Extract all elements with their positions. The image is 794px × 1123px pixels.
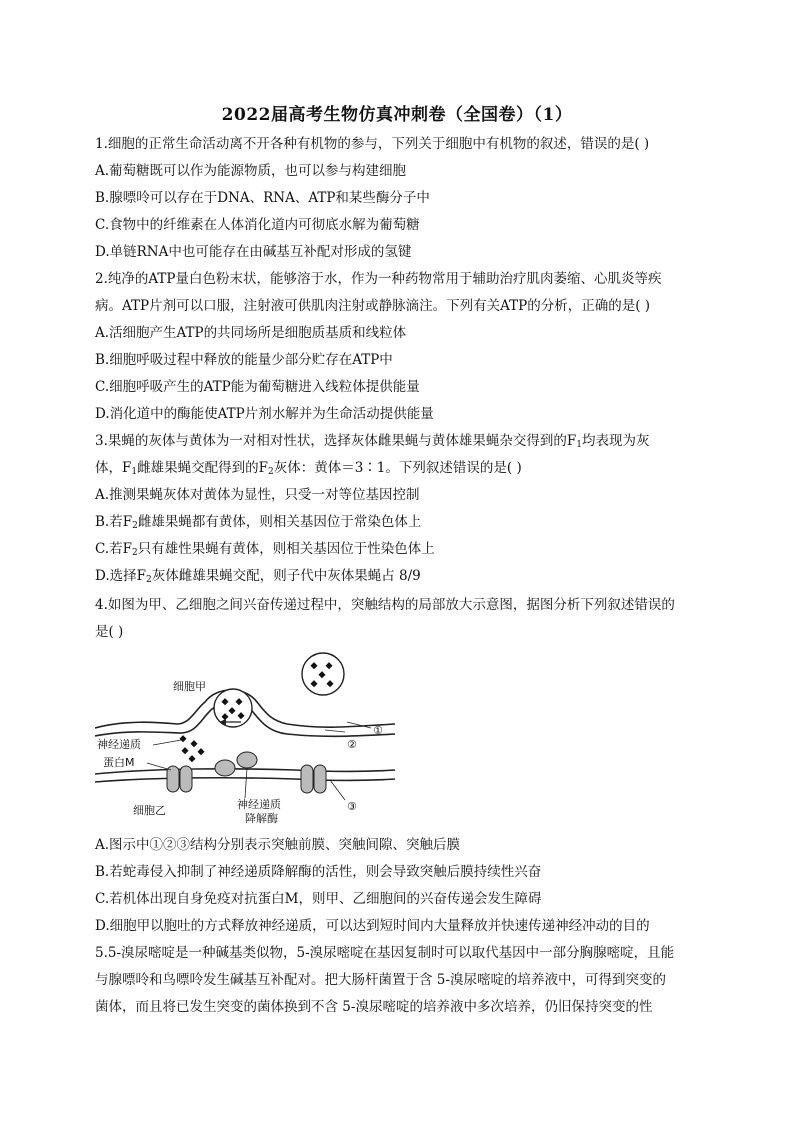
q3-stem-line2: 体，$F_1$雌雄果蝇交配得到的$F_2$灰体：黄体＝3∶1。下列叙述错误的是( ) <box>95 460 522 477</box>
q4-stem-line2: 是( ) <box>95 624 124 640</box>
q1-option-d: D.单链RNA中也可能存在由碱基互补配对形成的氢键 <box>95 244 412 260</box>
degrading-enzyme-b <box>237 752 257 768</box>
q2-option-c: C.细胞呼吸产生的ATP能为葡萄糖进入线粒体提供能量 <box>95 379 420 395</box>
leader-2 <box>325 730 345 732</box>
label-enzyme-line2: 降解酶 <box>245 812 278 825</box>
q2-option-a: A.活细胞产生ATP的共同场所是细胞质基质和线粒体 <box>95 325 407 341</box>
degrading-enzyme-a <box>215 760 235 776</box>
leader-enzyme <box>245 768 247 798</box>
q2-option-b: B.细胞呼吸过程中释放的能量少部分贮存在ATP中 <box>95 352 393 368</box>
q4-stem-line1: 4.如图为甲、乙细胞之间兴奋传递过程中，突触结构的局部放大示意图，据图分析下列叙述错误的 <box>95 597 675 613</box>
q2-stem-line2: 病。ATP片剂可以口服，注射液可供肌肉注射或静脉滴注。下列有关ATP的分析，正确的是( ) <box>95 298 651 314</box>
synapse-diagram <box>95 650 395 830</box>
protein-m-left <box>167 766 179 792</box>
label-protein-m: 蛋白M <box>103 756 135 769</box>
label-enzyme-line1: 神经递质 <box>237 798 281 811</box>
q4-option-b: B.若蛇毒侵入抑制了神经递质降解酶的活性，则会导致突触后膜持续性兴奋 <box>95 864 542 880</box>
receptor-right-a <box>301 765 313 793</box>
q4-option-d: D.细胞甲以胞吐的方式释放神经递质，可以达到短时间内大量释放并快速传递神经冲动的目的 <box>95 918 650 934</box>
docked-vesicle <box>214 689 252 727</box>
q2-stem-line1: 2.纯净的ATP量白色粉末状，能够溶于水，作为一种药物常用于辅助治疗肌肉萎缩、心肌炎等疾 <box>95 271 662 287</box>
q3-stem-line1: 3.果蝇的灰体与黄体为一对相对性状，选择灰体雌果蝇与黄体雄果蝇杂交得到的$F_1$均表现为灰 <box>95 433 650 450</box>
postsynaptic-membrane-inner <box>95 778 395 782</box>
label-cell-a: 细胞甲 <box>173 680 206 693</box>
q1-option-c: C.食物中的纤维素在人体消化道内可彻底水解为葡萄糖 <box>95 217 420 233</box>
label-neurotransmitter: 神经递质 <box>97 738 141 751</box>
label-cell-b: 细胞乙 <box>133 804 166 817</box>
q2-option-d: D.消化道中的酶能使ATP片剂水解并为生命活动提供能量 <box>95 406 434 422</box>
receptor-right-b <box>314 765 326 793</box>
label-mark-2: ② <box>347 738 357 751</box>
leader-transmitter <box>153 740 181 745</box>
q3-option-a: A.推测果蝇灰体对黄体为显性，只受一对等位基因控制 <box>95 487 420 503</box>
q1-option-a: A.葡萄糖既可以作为能源物质，也可以参与构建细胞 <box>95 163 407 179</box>
q3-option-b: B.若$F_2$雌雄果蝇都有黄体，则相关基因位于常染色体上 <box>95 514 422 531</box>
label-mark-3: ③ <box>347 800 357 813</box>
q5-line2: 与腺嘌呤和鸟嘌呤发生碱基互补配对。把大肠杆菌置于含 5-溴尿嘧啶的培养液中，可得到突变的 <box>95 972 666 988</box>
page-title: 2022届高考生物仿真冲刺卷（全国卷）（1） <box>221 105 573 125</box>
label-mark-1: ① <box>373 724 383 737</box>
q1-option-b: B.腺嘌呤可以存在于DNA、RNA、ATP和某些酶分子中 <box>95 190 430 206</box>
q3-option-c: C.若$F_2$只有雄性果蝇有黄体，则相关基因位于性染色体上 <box>95 541 435 558</box>
q5-line1: 5.5-溴尿嘧啶是一种碱基类似物，5-溴尿嘧啶在基因复制时可以取代基因中一部分胸腺嘧啶，且能 <box>95 945 675 961</box>
q4-option-c: C.若机体出现自身免疫对抗蛋白M，则甲、乙细胞间的兴奋传递会发生障碍 <box>95 891 542 907</box>
postsynaptic-membrane <box>95 769 395 774</box>
q1-stem: 1.细胞的正常生命活动离不开各种有机物的参与，下列关于细胞中有机物的叙述，错误的是( ) <box>95 136 650 152</box>
q5-line3: 菌体，而且将已发生突变的菌体换到不含 5-溴尿嘧啶的培养液中多次培养，仍旧保持突变的性 <box>95 999 653 1015</box>
released-transmitters <box>179 735 204 762</box>
q3-option-d: D.选择$F_2$灰体雌雄果蝇交配，则子代中灰体果蝇占 8/9 <box>95 568 421 585</box>
protein-m-right <box>180 766 192 792</box>
leader-3 <box>330 780 345 800</box>
q4-option-a: A.图示中①②③结构分别表示突触前膜、突触间隙、突触后膜 <box>95 837 461 853</box>
